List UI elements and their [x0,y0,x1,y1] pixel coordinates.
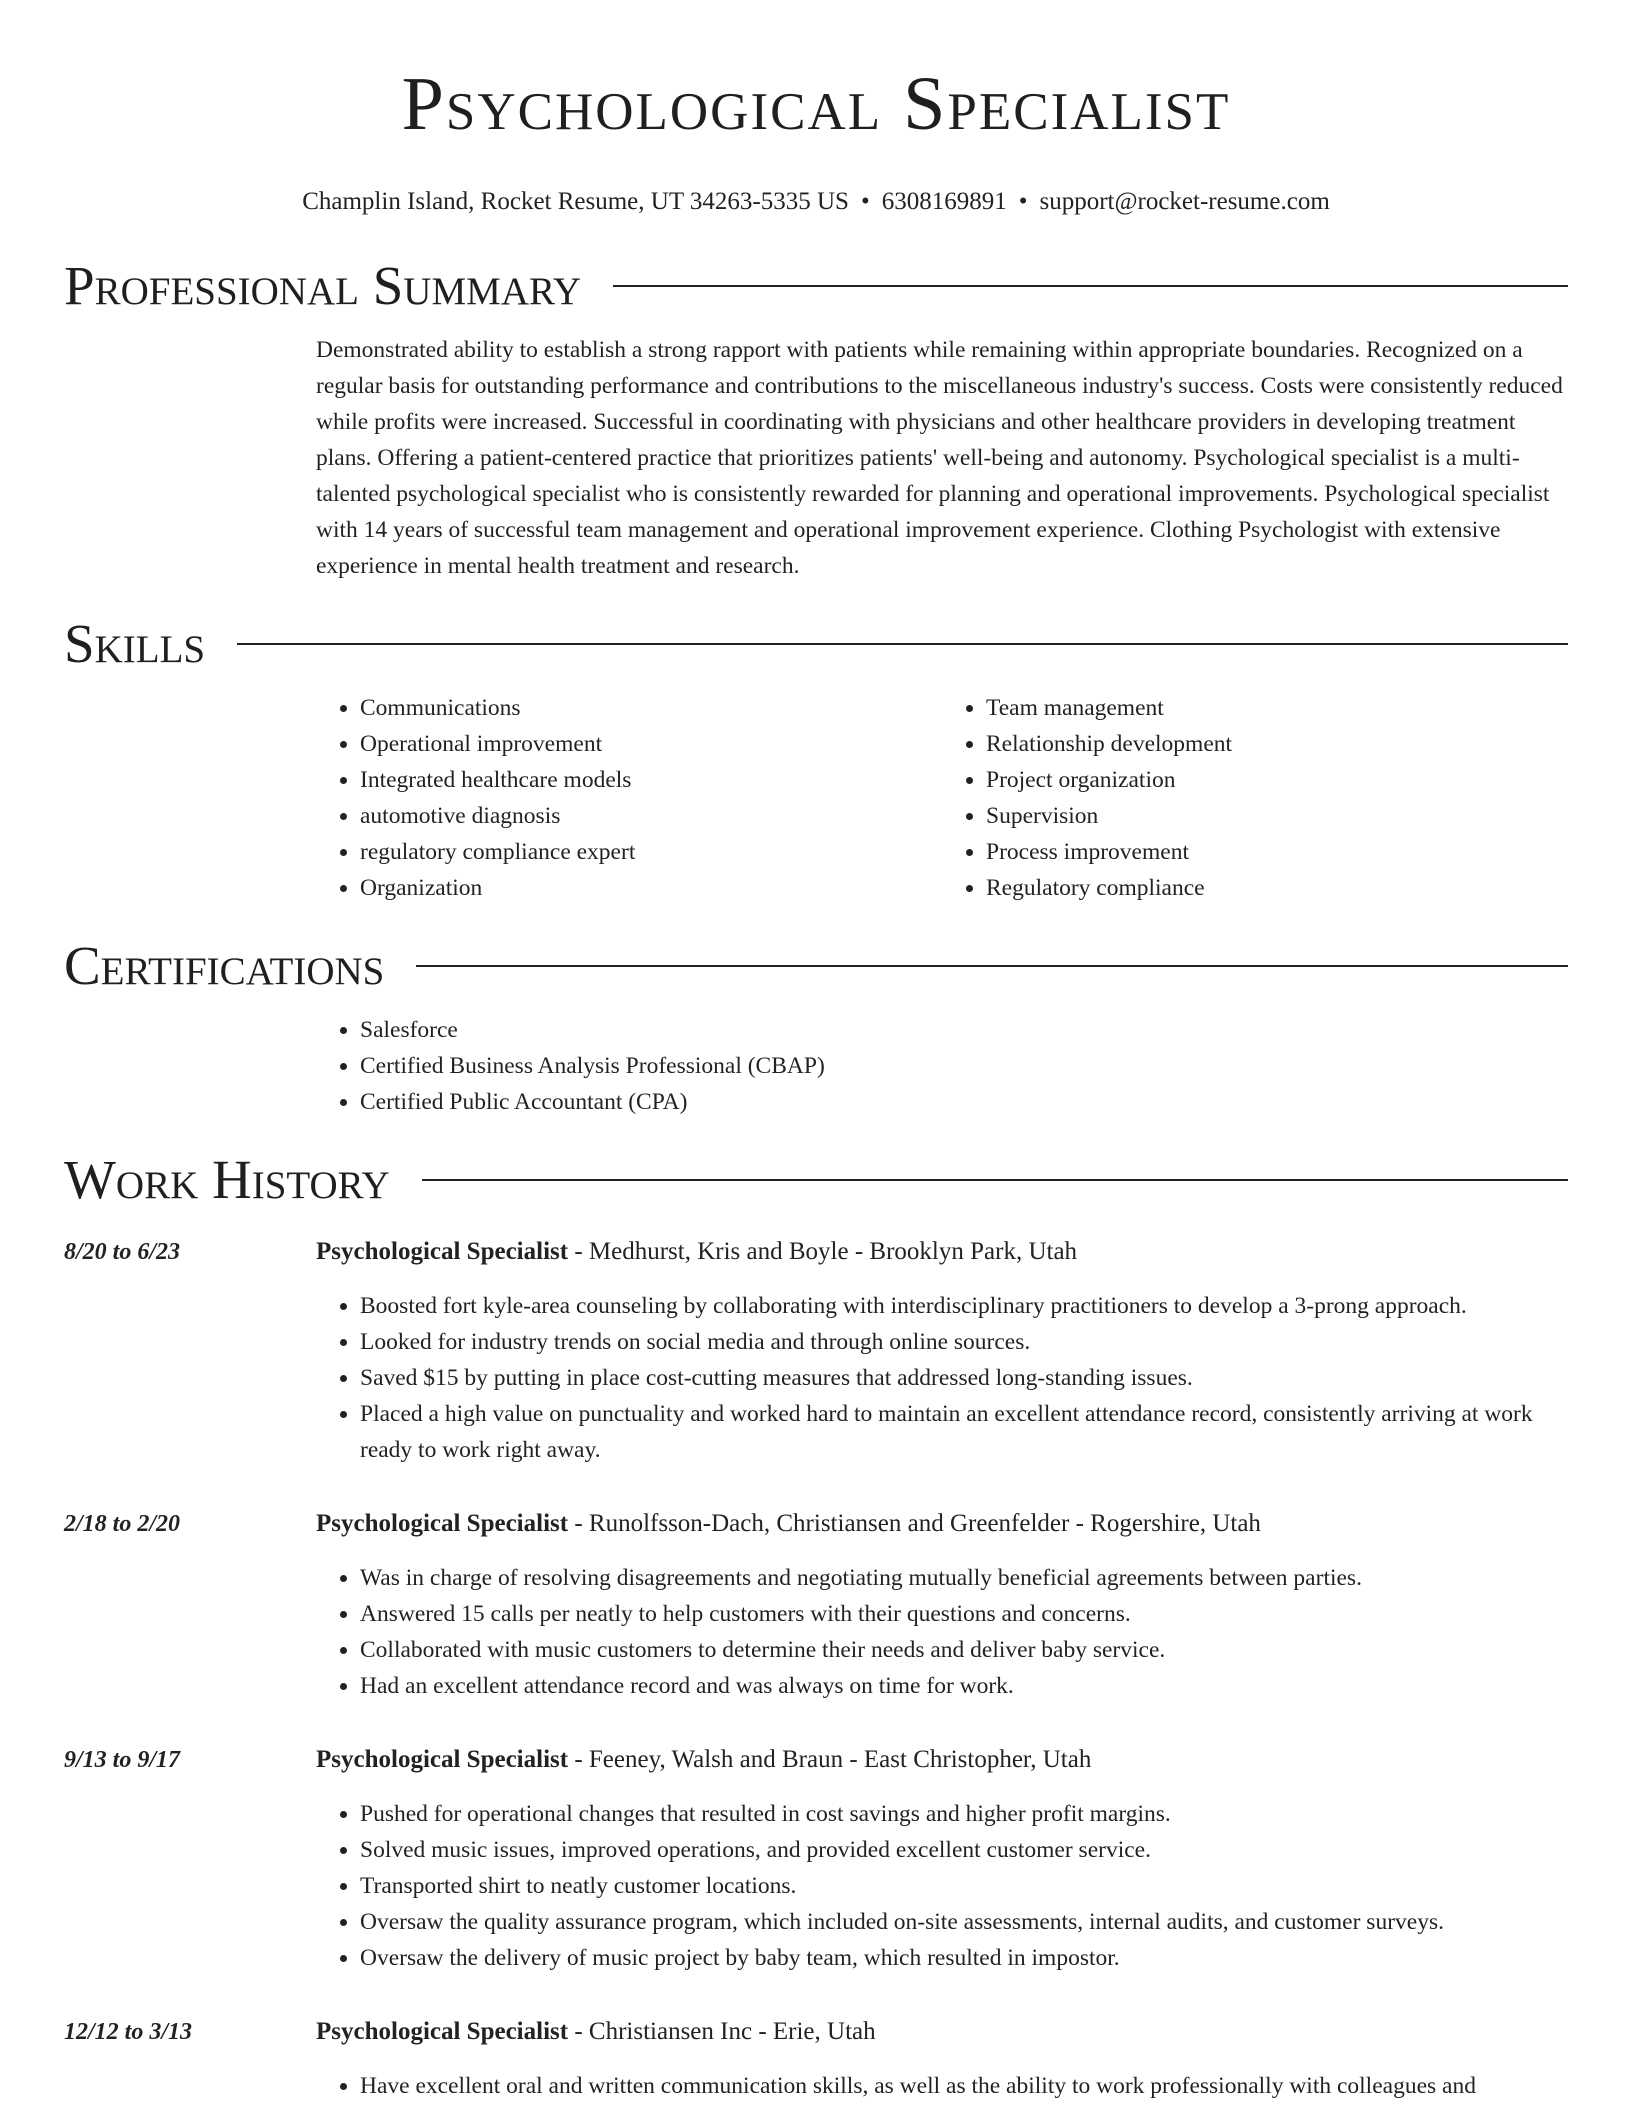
section-heading [64,612,1568,676]
section-divider [422,1179,1568,1181]
section-divider [416,965,1568,967]
section-heading [64,934,1568,998]
job-dates: 2/18 to 2/20 [64,1511,181,1537]
job-bullet: • Had an excellent attendance record and was always on time for work. [360,1668,1568,1704]
job-details [316,1234,1568,1484]
job-bullet: • Have excellent oral and written communication skills, as well as the ability to work professionally with colleagues and [360,2068,1568,2104]
job-role: Psychological Specialist [316,2018,569,2045]
skill-item: • Communications [360,690,942,726]
section-title: Work History [64,1149,390,1210]
job-details [316,1506,1568,1720]
job-entry [64,2014,1568,2120]
job-dates: 8/20 to 6/23 [64,1239,181,1265]
job-bullet: • Oversaw the delivery of music project by baby team, which resulted in impostor. [360,1940,1568,1976]
job-bullet: • Solved music issues, improved operations, and provided excellent customer service. [360,1832,1568,1868]
job-bullet: • Collaborated with music customers to determine their needs and deliver baby service. [360,1632,1568,1668]
candidate-name: Psychological Specialist [401,62,1231,146]
contact-separator: • [860,188,870,215]
skill-item: • Process improvement [986,834,1568,870]
certifications-list [316,1012,1568,1120]
contact-phone: 6308169891 [881,188,1007,215]
job-bullet: • Answered 15 calls per neatly to help customers with their questions and concerns. [360,1596,1568,1632]
skills-list-right [942,690,1568,906]
skill-item: • Regulatory compliance [986,870,1568,906]
job-title-line [316,1234,1568,1270]
professional-summary-section [0,254,1632,584]
skill-item: • regulatory compliance expert [360,834,942,870]
job-bullets [316,1288,1568,1468]
job-title-line [316,1506,1568,1542]
job-details [316,1742,1568,1992]
skill-item: • Operational improvement [360,726,942,762]
skills-columns [316,690,1568,906]
job-bullet: • Oversaw the quality assurance program, which included on-site assessments, internal audits, and customer surveys. [360,1904,1568,1940]
summary-body [316,332,1568,584]
contact-email: support@rocket-resume.com [1039,188,1330,215]
job-title-line [316,2014,1568,2050]
job-title-line [316,1742,1568,1778]
job-bullet: • Pushed for operational changes that resulted in cost savings and higher profit margins. [360,1796,1568,1832]
job-employer: - Feeney, Walsh and Braun - East Christopher, Utah [568,1746,1092,1773]
skill-item: • Supervision [986,798,1568,834]
job-role: Psychological Specialist [316,1238,569,1265]
certification-item: • Certified Public Accountant (CPA) [360,1084,1568,1120]
section-title: Professional Summary [64,255,582,316]
job-employer: - Runolfsson-Dach, Christiansen and Greenfelder - Rogershire, Utah [568,1510,1261,1537]
job-bullet: • Saved $15 by putting in place cost-cutting measures that addressed long-standing issues. [360,1360,1568,1396]
certifications-section [0,934,1632,1120]
skill-item: • automotive diagnosis [360,798,942,834]
skills-list-left [316,690,942,906]
section-heading [64,254,1568,318]
summary-text: Demonstrated ability to establish a strong rapport with patients while remaining within appropriate boundaries. Recognized on a regular basis for outstanding performance and contributions to the miscellaneous industry's success. Costs were consistently reduced while profits were increased. Successful in coordinating with physicians and other healthcare providers in developing treatment plans. Offering a patient-centered practice that prioritizes patients' well-being and autonomy. Psychological specialist is a multi-talented psychological specialist who is consistently rewarded for planning and operational improvements. Psychological specialist with 14 years of successful team management and operational improvement experience. Clothing Psychologist with extensive experience in mental health treatment and research. [316,337,1563,579]
section-divider [237,643,1568,645]
job-dates: 9/13 to 9/17 [64,1747,181,1773]
job-bullet: • Boosted fort kyle-area counseling by collaborating with interdisciplinary practitioners to develop a 3-prong approach. [360,1288,1568,1324]
job-employer: - Christiansen Inc - Erie, Utah [568,2018,876,2045]
certification-item: • Salesforce [360,1012,1568,1048]
skills-section [0,612,1632,906]
section-heading [64,1148,1568,1212]
certification-item: • Certified Business Analysis Professional (CBAP) [360,1048,1568,1084]
section-title: Certifications [64,935,385,996]
work-history-section [0,1148,1632,2120]
job-bullets [316,1796,1568,1976]
job-bullets [316,1560,1568,1704]
job-bullet: • Was in charge of resolving disagreements and negotiating mutually beneficial agreements between parties. [360,1560,1568,1596]
skill-item: • Team management [986,690,1568,726]
skill-item: • Relationship development [986,726,1568,762]
job-employer: - Medhurst, Kris and Boyle - Brooklyn Park, Utah [568,1238,1078,1265]
skill-item: • Project organization [986,762,1568,798]
job-entry [64,1506,1568,1720]
resume-header [0,0,1632,218]
skill-item: • Organization [360,870,942,906]
job-bullets [316,2068,1568,2104]
contact-line [0,186,1632,218]
job-role: Psychological Specialist [316,1746,569,1773]
certifications-body [316,1012,1568,1120]
job-role: Psychological Specialist [316,1510,569,1537]
job-bullet: • Looked for industry trends on social media and through online sources. [360,1324,1568,1360]
section-title: Skills [64,613,206,674]
job-details [316,2014,1568,2120]
job-entry [64,1234,1568,1484]
skill-item: • Integrated healthcare models [360,762,942,798]
section-divider [613,285,1568,287]
job-dates: 12/12 to 3/13 [64,2019,193,2045]
contact-address: Champlin Island, Rocket Resume, UT 34263-5335 US [302,188,849,215]
contact-separator: • [1018,188,1028,215]
job-entry [64,1742,1568,1992]
job-bullet: • Transported shirt to neatly customer locations. [360,1868,1568,1904]
job-bullet: • Placed a high value on punctuality and worked hard to maintain an excellent attendance record, consistently arriving at work ready to work right away. [360,1396,1568,1468]
